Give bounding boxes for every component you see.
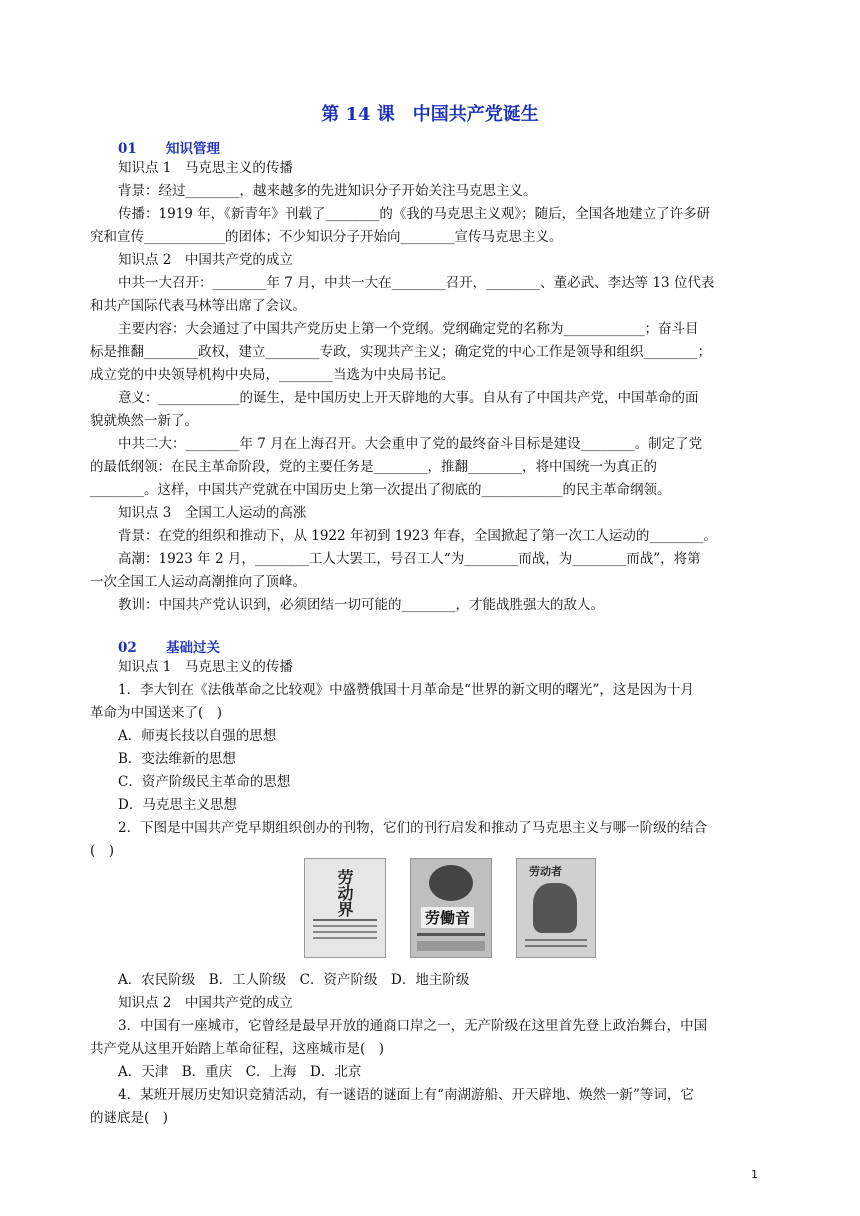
periodical-title: 劳动界 bbox=[335, 869, 354, 917]
text-line: 貌就焕然一新了。 bbox=[90, 413, 198, 429]
text-line: 成立党的中央领导机构中央局，________当选为中央局书记。 bbox=[90, 367, 455, 383]
text-line: 意义：____________的诞生，是中国历史上开天辟地的大事。自从有了中国共产党，中国革命的面 bbox=[118, 390, 699, 406]
section-name: 知识管理 bbox=[166, 141, 220, 157]
text-line: 中共二大：________年 7 月在上海召开。大会重申了党的最终奋斗目标是建设________。制定了党 bbox=[118, 436, 703, 452]
periodical-images bbox=[304, 858, 594, 958]
question-2-cont: ( ) bbox=[90, 843, 115, 859]
text-line: 和共产国际代表马林等出席了会议。 bbox=[90, 298, 306, 314]
periodical-image-2 bbox=[410, 858, 492, 958]
text-line: 背景：在党的组织和推动下，从 1922 年初到 1923 年春，全国掀起了第一次工人运动的________。 bbox=[118, 528, 717, 544]
question-3-options: A．天津 B．重庆 C．上海 D．北京 bbox=[118, 1064, 362, 1080]
option-c: C．资产阶级民主革命的思想 bbox=[118, 774, 291, 790]
knowledge-point-1: 知识点 1 马克思主义的传播 bbox=[118, 160, 293, 176]
option-b: B．变法维新的思想 bbox=[118, 751, 236, 767]
text-line: 主要内容：大会通过了中国共产党历史上第一个党纲。党纲确定党的名称为____________；奋斗目 bbox=[118, 321, 699, 337]
periodical-image-3 bbox=[516, 858, 596, 958]
knowledge-point-3: 知识点 3 全国工人运动的高涨 bbox=[118, 505, 307, 521]
periodical-title: 劳动者 bbox=[529, 865, 562, 878]
knowledge-point-1: 知识点 1 马克思主义的传播 bbox=[118, 659, 293, 675]
periodical-title: 劳働音 bbox=[421, 907, 474, 928]
section-name: 基础过关 bbox=[166, 640, 220, 656]
knowledge-point-2: 知识点 2 中国共产党的成立 bbox=[118, 995, 293, 1011]
question-2: 2．下图是中国共产党早期组织创办的刊物，它们的刊行启发和推动了马克思主义与哪一阶级的结合 bbox=[118, 820, 708, 836]
lesson-title: 第 14 课 中国共产党诞生 bbox=[321, 104, 539, 125]
section-heading-basics bbox=[118, 636, 220, 656]
page-number: 1 bbox=[751, 1168, 758, 1181]
question-2-options: A．农民阶级 B．工人阶级 C．资产阶级 D．地主阶级 bbox=[118, 972, 470, 988]
section-heading-knowledge bbox=[118, 137, 220, 157]
question-4: 4．某班开展历史知识竞猜活动，有一谜语的谜面上有“南湖游船、开天辟地、焕然一新”等词，它 bbox=[118, 1087, 694, 1103]
option-d: D．马克思主义思想 bbox=[118, 797, 237, 813]
text-line: ________。这样，中国共产党就在中国历史上第一次提出了彻底的____________的民主革命纲领。 bbox=[90, 482, 671, 498]
text-line: 教训：中国共产党认识到，必须团结一切可能的________，才能战胜强大的敌人。 bbox=[118, 597, 604, 613]
text-line: 的最低纲领：在民主革命阶段，党的主要任务是________，推翻________，将中国统一为真正的 bbox=[90, 459, 657, 475]
option-a: A．师夷长技以自强的思想 bbox=[118, 728, 277, 744]
question-3: 3．中国有一座城市，它曾经是最早开放的通商口岸之一，无产阶级在这里首先登上政治舞台，中国 bbox=[118, 1018, 708, 1034]
text-line: 究和宣传____________的团体；不少知识分子开始向________宣传马克思主义。 bbox=[90, 229, 563, 245]
text-line: 标是推翻________政权，建立________专政，实现共产主义；确定党的中心工作是领导和组织________； bbox=[90, 344, 711, 360]
section-number: 01 bbox=[118, 141, 137, 157]
knowledge-point-2: 知识点 2 中国共产党的成立 bbox=[118, 252, 293, 268]
text-line: 传播：1919 年，《新青年》刊载了________的《我的马克思主义观》；随后，全国各地建立了许多研 bbox=[118, 206, 711, 222]
question-1-cont: 革命为中国送来了( ) bbox=[90, 705, 223, 721]
section-number: 02 bbox=[118, 640, 137, 656]
text-line: 高潮：1923 年 2 月，________工人大罢工，号召工人“为________而战，为________而战”，将第 bbox=[118, 551, 701, 567]
text-line: 中共一大召开：________年 7 月，中共一大在________召开，________、董必武、李达等 13 位代表 bbox=[118, 275, 715, 291]
text-line: 一次全国工人运动高潮推向了顶峰。 bbox=[90, 574, 306, 590]
question-4-cont: 的谜底是( ) bbox=[90, 1110, 169, 1126]
question-1: 1．李大钊在《法俄革命之比较观》中盛赞俄国十月革命是“世界的新文明的曙光”，这是因为十月 bbox=[118, 682, 694, 698]
question-3-cont: 共产党从这里开始踏上革命征程，这座城市是( ) bbox=[90, 1041, 385, 1057]
periodical-image-1 bbox=[304, 858, 386, 958]
text-line: 背景：经过________，越来越多的先进知识分子开始关注马克思主义。 bbox=[118, 183, 537, 199]
